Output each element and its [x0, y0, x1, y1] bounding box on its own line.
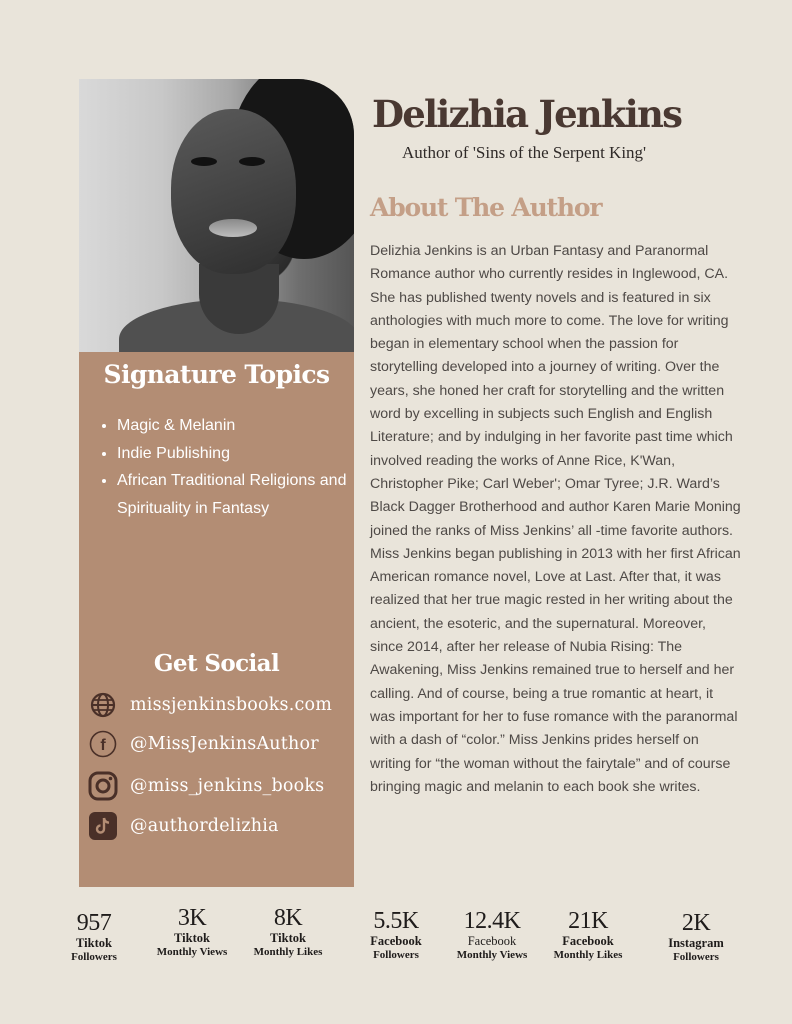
svg-text:f: f: [100, 737, 106, 754]
social-facebook[interactable]: [88, 729, 319, 759]
website-link[interactable]: missjenkinsbooks.com: [130, 695, 333, 715]
stat-platform: Tiktok: [174, 931, 210, 945]
topics-list: [97, 412, 357, 522]
stat-number: 957: [76, 910, 112, 936]
stat-metric: Monthly Likes: [553, 949, 623, 961]
social-tiktok[interactable]: [88, 811, 279, 841]
stat-platform: Tiktok: [76, 936, 112, 950]
stat-metric: Followers: [71, 951, 117, 963]
stat-platform: Tiktok: [270, 931, 306, 945]
stat-platform: Facebook: [370, 934, 422, 948]
stat-metric: Followers: [373, 949, 419, 961]
stat-platform: Facebook: [467, 934, 517, 948]
about-bio: [370, 240, 742, 799]
topic-item: • African Traditional Religions and Spirituality in Fantasy: [117, 467, 357, 522]
author-name: Delizhia Jenkins: [372, 92, 682, 136]
topic-item: • Indie Publishing: [117, 440, 357, 468]
stat-item: [544, 908, 632, 962]
instagram-icon: [88, 771, 118, 801]
topic-item: • Magic & Melanin: [117, 412, 357, 440]
instagram-handle[interactable]: @miss_jenkins_books: [130, 776, 325, 796]
stat-platform: Facebook: [562, 934, 614, 948]
get-social-title: Get Social: [153, 650, 280, 677]
stat-number: 21K: [568, 908, 608, 934]
social-website[interactable]: [88, 690, 332, 720]
stats-row: [0, 905, 792, 975]
stat-metric: Monthly Likes: [253, 946, 323, 958]
stat-item: [654, 910, 738, 964]
stat-item: [147, 905, 237, 959]
tiktok-icon: [88, 811, 118, 841]
globe-icon: [88, 690, 118, 720]
stat-metric: Followers: [673, 951, 719, 963]
facebook-handle[interactable]: @MissJenkinsAuthor: [130, 734, 319, 754]
stat-number: 5.5K: [373, 908, 419, 934]
stat-number: 8K: [273, 905, 303, 931]
stat-item: [356, 908, 436, 962]
stat-number: 2K: [681, 910, 711, 936]
facebook-icon: [88, 729, 118, 759]
signature-topics-panel: [79, 352, 354, 887]
about-title: About The Author: [370, 193, 602, 222]
stat-platform: Instagram: [668, 936, 724, 950]
stat-item: [243, 905, 333, 959]
bio-paragraph: Delizhia Jenkins is an Urban Fantasy and Paranormal Romance author who currently resides in Inglewood, CA. She has published twenty novels and is featured in six anthologies with much more to come. The love for writing began in elementary school when the passion for storytelling developed into a journey of writing. Over the years, she honed her craft for storytelling and the written word by excelling in subjects such English and English Literature; and by indulging in her favorite past time which involved reading the works of Anne Rice, K'Wan, Christopher Pike; Carl Weber'; Omar Tyree; J.R. Ward’s Black Dagger Brotherhood and author Karen Marie Moning joined the ranks of Miss Jenkins’ all -time favorite authors.: [370, 243, 741, 539]
author-subtitle: Author of 'Sins of the Serpent King': [402, 143, 647, 162]
signature-topics-title: Signature Topics: [103, 360, 330, 389]
tiktok-handle[interactable]: @authordelizhia: [130, 816, 279, 836]
stat-metric: Monthly Views: [156, 946, 228, 958]
bio-paragraph: Miss Jenkins began publishing in 2013 with her first African American romance novel, Love at Last. After that, it was realized that her true magic rested in her writing about the ancient, the esoteric, and the supernatural. Moreover, since 2014, after her release of Nubia Rising: The Awakening, Miss Jenkins remained true to herself and her calling. And of course, being a true romantic at heart, it was important for her to fuse romance with the paranormal with a dash of “color.” Miss Jenkins prides herself on writing for “the woman without the fairytale” and of course bringing magic and melanin to each book she writes.: [370, 545, 741, 795]
social-instagram[interactable]: [88, 771, 324, 801]
stat-item: [58, 910, 130, 964]
stat-number: 3K: [177, 905, 207, 931]
stat-metric: Monthly Views: [456, 949, 528, 961]
author-photo: [79, 79, 354, 352]
stat-number: 12.4K: [463, 908, 521, 934]
stat-item: [448, 908, 536, 962]
